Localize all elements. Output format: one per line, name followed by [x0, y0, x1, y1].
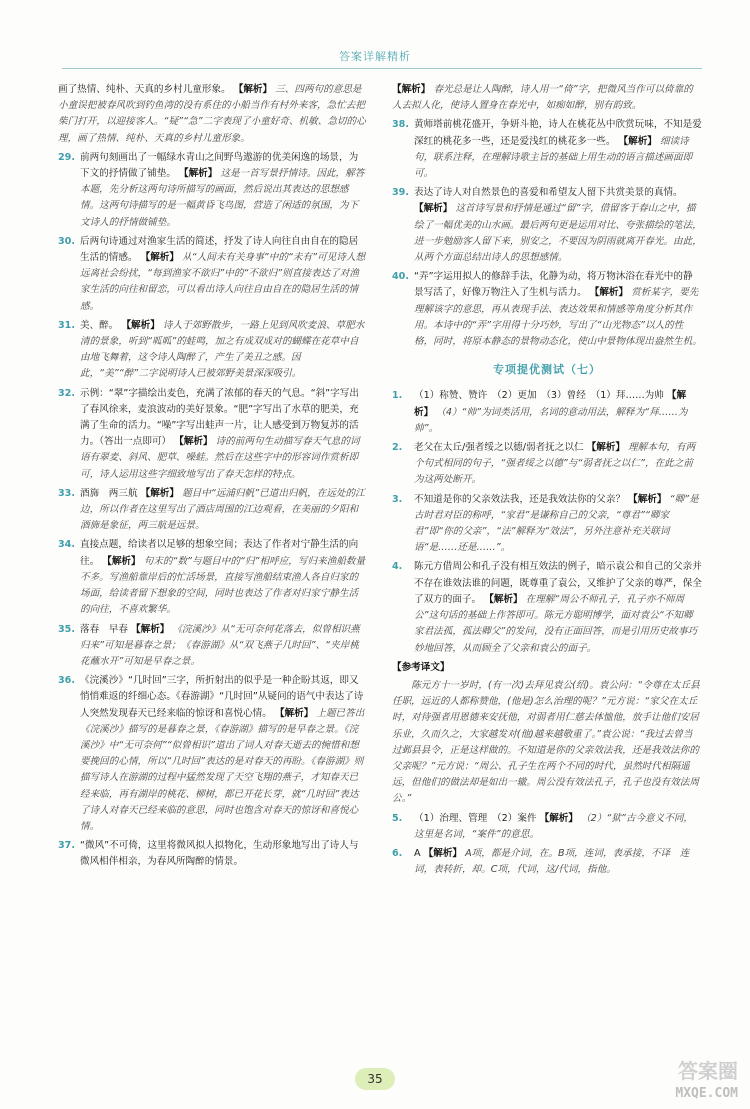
right-column-entries — [392, 82, 702, 350]
question-number: 40. — [392, 271, 409, 283]
question-number: 3. — [392, 493, 403, 505]
answer-entry — [392, 440, 702, 489]
question-number: 4. — [392, 561, 403, 573]
analysis-tag: 【解析】 — [140, 252, 179, 264]
answer-text: 酒旆 两三航 — [80, 487, 138, 499]
analysis-text: 三、四两句的意思是小童误把被春风吹到钓鱼湾的没有系住的小船当作有村外来客，急忙去把柴门打开，以迎接客人。“疑”“急”二字表现了小童好奇、机敏、急切的心理，画了热情、纯朴、天真的乡村儿童形象。 — [58, 84, 366, 144]
analysis-tag: 【解析】 — [274, 707, 314, 719]
question-number: 33. — [58, 487, 75, 499]
question-number: 39. — [392, 187, 409, 199]
analysis-tag: 【解析】 — [121, 319, 160, 331]
answer-entry — [58, 673, 366, 835]
analysis-tag: 【解析】 — [392, 84, 431, 95]
answer-entry — [392, 846, 702, 878]
answer-text: 前两句刻画出了一幅绿水青山之间野鸟遨游的优美闲逸的场景，为下文的抒情做了铺垫。 — [80, 151, 359, 180]
analysis-tag: 【解析】 — [414, 203, 453, 215]
analysis-tag: 【解析】 — [179, 168, 218, 180]
question-number: 29. — [58, 151, 75, 163]
analysis-text: （4）“帅”为词类活用，名词的意动用法，解释为“拜……为帅”。 — [414, 406, 688, 434]
reference-title: 【参考译文】 — [392, 661, 450, 673]
answer-entry — [392, 388, 702, 437]
watermark — [590, 1055, 740, 1103]
answer-entry — [392, 82, 702, 114]
analysis-text: 从“人间未有关身事”中的“未有”可见诗人想远离社会纷扰，“每到渔家不欲归”中的“不欲归”则直接表达了对渔家生活的向往和留恋，可以看出诗人向往自由自在的隐居生活的情感。 — [80, 252, 366, 312]
watermark-text: MXQE.COM — [675, 1086, 738, 1101]
answer-entry — [392, 269, 702, 350]
answer-text: 落春 早春 — [80, 623, 128, 635]
answer-entry — [58, 486, 366, 535]
analysis-tag: 【解析】 — [174, 436, 213, 448]
question-number: 36. — [58, 675, 75, 687]
analysis-tag: 【解析】 — [102, 555, 141, 567]
answer-entry — [392, 185, 702, 266]
analysis-tag: 【解析】 — [586, 442, 625, 454]
analysis-text: 这是一首写景抒情诗。因此，解答本题，先分析这两句诗所描写的画面，然后说出其表达的思想感情。这两句诗描写的是一幅黄昏飞鸟图，营造了闲适的氛围，为下文诗人的抒情做铺垫。 — [80, 168, 365, 228]
analysis-tag: 【解析】 — [589, 287, 629, 299]
test-entries-2 — [392, 811, 702, 879]
answer-entry — [392, 492, 702, 557]
left-column — [58, 82, 366, 874]
header-title: 答案详解精析 — [339, 50, 411, 63]
answer-text: “弄”字运用拟人的修辞手法，化静为动，将万物沐浴在春光中的静景写活了，好像万物注入了生机与活力。 — [414, 271, 693, 299]
question-number: 37. — [58, 840, 75, 852]
analysis-tag: 【解析】 — [233, 84, 273, 95]
answer-text: 《浣溪沙》“几时回”三字，所折射出的似乎是一种企盼其返，即又悄悄难返的纤细心态。《春游湖》“几时回”从疑问的语气中表达了诗人突然发现春天已经来临的惊讶和喜悦心情。 — [80, 675, 364, 719]
right-column — [392, 82, 702, 881]
answer-text: 不知道是你的父亲效法我，还是我效法你的父亲？ — [414, 493, 626, 505]
analysis-text: （2）“狱”古今意义不同，这里是名词，“案件”的意思。 — [414, 812, 694, 840]
analysis-text: 上题已答出《浣溪沙》描写的是暮春之景，《春游湖》描写的是早春之景。《浣溪沙》中“无可奈何”“似曾相识”道出了词人对春天逝去的惋惜和想要挽回的心情，所以“几时回”表达的是对春天的再盼。《春游湖》则描写诗人在游湖的过程中猛然发现了天空飞翔的燕子，才知春天已经来临，再有湖岸的桃花、柳树，都已开花长芽，就“几时回”表达了诗人对春天已经来临的意思，同时也饱含对春天的惊讶和喜悦心情。 — [80, 707, 365, 832]
answer-entry — [58, 234, 366, 315]
analysis-tag: 【解析】 — [484, 593, 523, 605]
answer-entry — [58, 82, 366, 147]
analysis-text: 诗的前两句生动描写春天气息的词语有翠麦、斜风、肥草、噪蛙。然后在这些字中的形容词作赏析即可，诗人运用这些字细致地写出了春天怎样的特点。 — [80, 436, 360, 480]
analysis-tag: 【解析】 — [539, 812, 578, 824]
question-number: 5. — [392, 812, 403, 824]
answer-entry — [58, 838, 366, 870]
answer-text: 直接点题，给读者以足够的想象空间；表达了作者对宁静生活的向往。 — [80, 539, 359, 567]
answer-text: 表达了诗人对自然景色的喜爱和希望友人留下共赏美景的真情。 — [414, 187, 683, 199]
section-title: 专项提优测试（七） — [493, 363, 601, 377]
answer-entry — [58, 386, 366, 483]
answer-text: 后两句诗通过对渔家生活的简述，抒发了诗人向往自由自在的隐居生活的情感。 — [80, 235, 359, 264]
question-number: 31. — [58, 319, 75, 331]
analysis-text: 春光总是让人陶醉，诗人用一“倚”字，把微风当作可以倚靠的人去拟人化，使诗人置身在春光中，如痴如醉，别有韵致。 — [392, 84, 693, 112]
analysis-text: A项，都是介词，在。B项，连词，表承接，不译 连词，表转折，却。C项，代词，这/代词，指他。 — [414, 847, 690, 876]
question-number: 34. — [58, 539, 75, 551]
answer-text: （1）治理、管理 （2）案件 — [414, 812, 537, 824]
question-number: 32. — [58, 387, 75, 399]
analysis-text: 题目中“远浦归帆”已道出归帆，在远处的江边，所以作者在这里写出了酒店周围的江边观看，在美丽的夕阳和酒旆是象征，两三航是远景。 — [80, 487, 365, 532]
answer-entry — [58, 537, 366, 618]
watermark-logo: 答案圈 — [678, 1059, 738, 1083]
analysis-text: 句末的“数”与题目中的“归”相呼应，写归来渔船数量不多。写渔船靠岸后的忙活场景，直接写渔船结束渔人各自归家的场面，给读者留下想象的空间，同时也表达了作者对归家宁静生活的向往，不喜欢繁华。 — [80, 555, 366, 616]
answer-text: 陈元方借周公和孔子没有相互效法的例子，暗示袁公和自己的父亲并不存在谁效法谁的问题，既尊重了袁公，又维护了父亲的尊严，保全了双方的面子。 — [414, 561, 702, 605]
answer-entry — [58, 318, 366, 383]
answer-entry — [392, 811, 702, 843]
answer-text: 示例：“翠”字描绘出麦色，充满了浓郁的春天的气息。“斜”字写出了春风徐来，麦浪波动的美好景象。“肥”字写出了水草的肥美，充满了生命的活力。“噪”字写出蛙声一片，让人感受到万物复苏的活力。（答出一点即可） — [80, 387, 359, 448]
analysis-tag: 【解析】 — [414, 390, 687, 418]
question-number: 30. — [58, 235, 75, 247]
answer-text: “微风”不可倚，这里将微风拟人拟物化，生动形象地写出了诗人与微风相伴相亲，为春风所陶醉的情景。 — [80, 840, 359, 868]
answer-text: 画了热情、纯朴、天真的乡村儿童形象。 — [58, 84, 231, 95]
page-header — [0, 44, 750, 68]
test-entries — [392, 388, 702, 656]
analysis-tag: 【解析】 — [131, 623, 170, 635]
analysis-text: 在理解“周公不师孔子，孔子亦不师周公”这句话的基础上作答即可。陈元方聪明博学，面对袁公“不知卿家君法孤，孤法卿父”的发问，没有正面回答，而是引用历史故事巧妙地回答，从而顾全了父亲和袁公的面子。 — [414, 593, 698, 654]
answer-text: 老父在太丘/强者绥之以德/弱者抚之以仁 — [414, 442, 584, 454]
analysis-text: 理解本句，有两个句式相同的句子，“强者绥之以德”与“弱者抚之以仁”，在此之前为这两处断开。 — [414, 442, 696, 486]
reference-paragraphs — [392, 678, 702, 808]
analysis-tag: 【解析】 — [140, 487, 179, 499]
question-number: 1. — [392, 390, 403, 402]
header-rule — [62, 68, 702, 69]
answer-text: 美、醉。 — [80, 319, 119, 331]
analysis-tag: 【解析】 — [423, 847, 463, 859]
question-number: 6. — [392, 847, 403, 859]
question-number: 38. — [392, 119, 409, 131]
answer-entry — [392, 117, 702, 182]
analysis-text: 细读诗句，联系注释，在理解诗歌主旨的基础上用生动的语言描述画面即可。 — [414, 135, 693, 180]
analysis-tag: 【解析】 — [628, 493, 667, 505]
answer-entry — [392, 559, 702, 656]
answer-entry — [58, 622, 366, 671]
answer-text: A — [414, 847, 421, 859]
analysis-text: 赏析某字，要先理解该字的意思，再从表现手法、表达效果和情感等角度分析其作用。本诗中的“弄”字用得十分巧妙，写出了“山光物态”以人的性格，同时，将原本静态的景物动态化，使山中景物体现出盎然生机。 — [414, 287, 702, 348]
analysis-tag: 【解析】 — [618, 135, 657, 147]
question-number: 35. — [58, 623, 75, 635]
analysis-text: “卿”是古时君对臣的称呼，“家君”是谦称自己的父亲，“尊君”“卿家君”即“你的父亲”，“法”解释为“效法”，另外注意补充关联词语“是……还是……”。 — [414, 493, 699, 554]
reference-paragraph: 陈元方十一岁时，(有一次)去拜见袁公(绍)。袁公问：“令尊在太丘县任职，远近的人都称赞他，(他是)怎么治理的呢？”元方说：“家父在太丘时，对待强者用恩德来安抚他，对弱者用仁慈去体恤他，放手让他们安居乐业，久而久之，大家越发对(他)越来越敬重了。”袁公说：“我过去曾当过邺县县令，正是这样做的。不知道是你的父亲效法我，还是我效法你的父亲呢？”元方说：“周公、孔子生在两个不同的时代，虽然时代相隔遥远，但他们的做法却是如出一辙。周公没有效法孔子，孔子也没有效法周公。” — [392, 679, 700, 805]
answer-text: 黄师塔前桃花盛开，争妍斗艳，诗人在桃花丛中欣赏玩味，不知是爱深红的桃花多一些，还是爱浅红的桃花多一些。 — [414, 119, 702, 147]
answer-entry — [58, 150, 366, 231]
page-number: 35 — [355, 1068, 395, 1090]
analysis-text: 《浣溪沙》从“无可奈何花落去，似曾相识燕归来”可知是暮春之景；《春游湖》从“双飞燕子几时回”、“夹岸桃花蘸水开”可知是早春之景。 — [80, 623, 360, 667]
analysis-text: 诗人于郊野散步，一路上见到风吹麦浪、草肥水清的景象，听到“呱呱”的蛙鸣，加之有成双成对的蝴蝶在花草中自由地飞舞着，这令诗人陶醉了，产生了美丑之感。因此，“美”“醉”二字说明诗人已被郊野美景深深吸引。 — [80, 319, 365, 380]
analysis-text: 这首诗写景和抒情是通过“留”字，借留客于春山之中，描绘了一幅优美的山水画。最后两句更是运用对比、夸张描绘的笔法，进一步勉励客人留下来，别安之，不要因为阴雨就离开春光。由此，从两个方面总结出诗人的思想感情。 — [414, 203, 702, 264]
question-number: 2. — [392, 442, 403, 454]
answer-text: （1）称赞、赞许 （2）更加 （3）曾经 （1）拜……为帅 — [414, 390, 664, 402]
